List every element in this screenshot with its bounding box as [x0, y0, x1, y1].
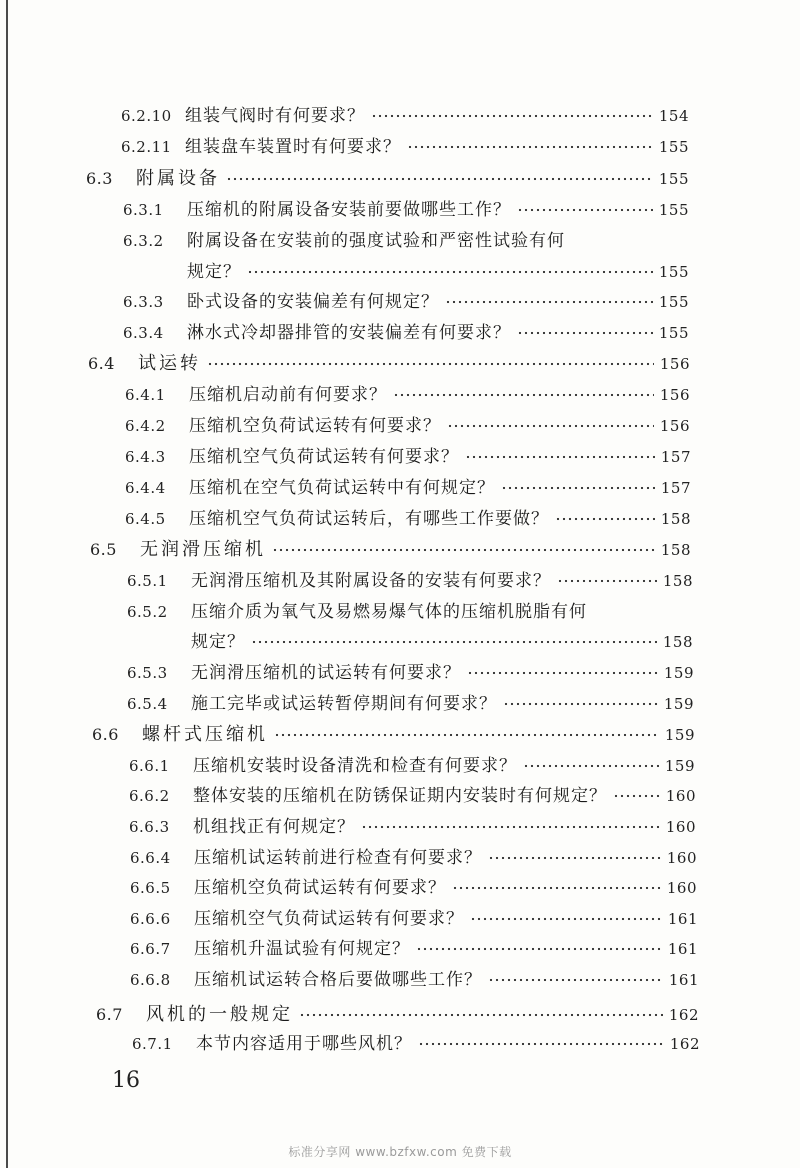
- dot-leader: [207, 362, 654, 366]
- toc-number: 6.3.1: [123, 201, 164, 219]
- dot-leader: [226, 177, 653, 181]
- toc-entry-6-4-2: [125, 415, 690, 437]
- toc-title: 无润滑压缩机及其附属设备的安装有何要求？: [191, 571, 551, 591]
- toc-entry-6-6-4: [130, 847, 697, 869]
- toc-entry-6-5-2-continued: [191, 631, 693, 653]
- toc-number: 6.7: [96, 1005, 123, 1024]
- toc-number: 6.2.10: [121, 107, 172, 125]
- toc-title: 压缩机空气负荷试运转有何要求？: [194, 909, 464, 929]
- dot-leader: [299, 1013, 663, 1017]
- toc-page-number: 155: [658, 138, 689, 156]
- toc-title: 压缩机安装时设备清洗和检查有何要求？: [193, 756, 517, 776]
- dot-leader: [452, 886, 661, 890]
- toc-page-number: 155: [658, 263, 689, 281]
- toc-page-number: 157: [660, 479, 691, 497]
- dot-leader: [274, 733, 659, 737]
- toc-title: 压缩机空气负荷试运转后，有哪些工作要做？: [189, 509, 549, 529]
- toc-page-number: 160: [665, 818, 696, 836]
- dot-leader: [465, 455, 655, 459]
- toc-title: 压缩机空气负荷试运转有何要求？: [189, 447, 459, 467]
- toc-number: 6.6.3: [129, 818, 170, 836]
- dot-leader: [371, 114, 653, 118]
- toc-entry-6-4-3: [125, 446, 691, 468]
- toc-title: 压缩机空负荷试运转有何要求？: [189, 416, 441, 436]
- toc-number: 6.6.5: [130, 879, 171, 897]
- dot-leader: [488, 856, 661, 860]
- toc-title: 压缩机启动前有何要求？: [189, 385, 387, 405]
- toc-number: 6.4.1: [125, 386, 166, 404]
- toc-number: 6.6.6: [130, 910, 171, 928]
- toc-page-number: 155: [658, 324, 689, 342]
- toc-number: 6.4.5: [125, 510, 166, 528]
- dot-leader: [361, 825, 660, 829]
- toc-entry-6-5-3: [127, 662, 694, 684]
- toc-title: 本节内容适用于哪些风机？: [196, 1034, 412, 1054]
- toc-entry-6-2-11: [121, 136, 689, 158]
- dot-leader: [470, 917, 662, 921]
- toc-entry-6-4-1: [125, 384, 690, 406]
- dot-leader: [523, 764, 659, 768]
- toc-number: 6.6.2: [129, 787, 170, 805]
- toc-page-number: 156: [659, 386, 690, 404]
- dot-leader: [447, 424, 654, 428]
- toc-entry-6-4-4: [125, 477, 691, 499]
- toc-title: 施工完毕或试运转暂停期间有何要求？: [191, 694, 497, 714]
- dot-leader: [393, 393, 654, 397]
- toc-title: 组装气阀时有何要求？: [185, 106, 365, 126]
- toc-section-6-6: [92, 724, 695, 746]
- toc-page-number: 159: [663, 664, 694, 682]
- toc-page-number: 158: [662, 633, 693, 651]
- toc-title: 组装盘车装置时有何要求？: [185, 137, 401, 157]
- page-folio-number: 16: [112, 1068, 140, 1093]
- toc-title: 压缩机试运转合格后要做哪些工作？: [194, 970, 482, 990]
- toc-entry-6-6-5: [130, 877, 697, 899]
- toc-number: 6.5: [90, 540, 117, 559]
- toc-page-number: 155: [658, 201, 689, 219]
- toc-page-number: 157: [660, 448, 691, 466]
- watermark-text: 标准分享网 www.bzfxw.com 免费下载: [288, 1145, 512, 1159]
- toc-page-number: 160: [665, 787, 696, 805]
- toc-number: 6.6.7: [130, 940, 171, 958]
- dot-leader: [418, 1042, 664, 1046]
- toc-title: 附属设备: [136, 168, 220, 189]
- toc-title: 压缩机的附属设备安装前要做哪些工作？: [187, 200, 511, 220]
- toc-title: 试运转: [138, 353, 201, 374]
- dot-leader: [467, 671, 658, 675]
- toc-page-number: 158: [660, 541, 691, 559]
- toc-number: 6.5.1: [127, 572, 168, 590]
- toc-number: 6.2.11: [121, 138, 172, 156]
- toc-number: 6.6.8: [130, 971, 171, 989]
- toc-entry-6-5-1: [127, 570, 693, 592]
- toc-entry-6-3-2: [123, 230, 689, 252]
- toc-title: 压缩机在空气负荷试运转中有何规定？: [189, 478, 495, 498]
- dot-leader: [501, 486, 655, 490]
- toc-entry-6-6-1: [129, 755, 695, 777]
- toc-entry-6-3-2-continued: [187, 261, 689, 283]
- toc-title: 附属设备在安装前的强度试验和严密性试验有何: [187, 231, 565, 251]
- toc-number: 6.4.3: [125, 448, 166, 466]
- toc-title: 卧式设备的安装偏差有何规定？: [187, 292, 439, 312]
- toc-entry-6-6-2: [129, 785, 696, 807]
- toc-entry-6-3-1: [123, 199, 689, 221]
- dot-leader: [272, 548, 655, 552]
- toc-title-continued: 规定？: [191, 632, 245, 652]
- dot-leader: [251, 640, 657, 644]
- toc-section-6-7: [96, 1004, 699, 1026]
- toc-title: 整体安装的压缩机在防锈保证期内安装时有何规定？: [193, 786, 607, 806]
- dot-leader: [445, 300, 653, 304]
- dot-leader: [517, 208, 653, 212]
- dot-leader: [517, 331, 653, 335]
- toc-section-6-3: [86, 168, 689, 190]
- toc-entry-6-7-1: [132, 1033, 700, 1055]
- toc-page-number: 161: [667, 910, 698, 928]
- toc-page-number: 161: [668, 971, 699, 989]
- toc-entry-6-5-2: [127, 601, 693, 623]
- toc-page-number: 162: [669, 1035, 700, 1053]
- toc-number: 6.4: [88, 354, 115, 373]
- toc-page-number: 158: [662, 572, 693, 590]
- toc-title: 机组找正有何规定？: [193, 817, 355, 837]
- toc-number: 6.5.3: [127, 664, 168, 682]
- toc-title: 无润滑压缩机的试运转有何要求？: [191, 663, 461, 683]
- dot-leader: [557, 579, 657, 583]
- dot-leader: [503, 702, 658, 706]
- toc-title-continued: 规定？: [187, 262, 241, 282]
- toc-page-number: 159: [663, 695, 694, 713]
- toc-title: 螺杆式压缩机: [142, 724, 268, 745]
- toc-title: 压缩机空负荷试运转有何要求？: [194, 878, 446, 898]
- dot-leader: [613, 794, 660, 798]
- toc-page-number: 161: [667, 940, 698, 958]
- toc-entry-6-2-10: [121, 105, 689, 127]
- toc-number: 6.4.4: [125, 479, 166, 497]
- toc-number: 6.5.4: [127, 695, 168, 713]
- toc-entry-6-3-4: [123, 322, 689, 344]
- toc-number: 6.3.4: [123, 324, 164, 342]
- toc-page-number: 158: [660, 510, 691, 528]
- toc-section-6-5: [90, 539, 691, 561]
- toc-number: 6.6.1: [129, 757, 170, 775]
- toc-page-number: 159: [664, 757, 695, 775]
- toc-page-number: 154: [658, 107, 689, 125]
- toc-title: 压缩机升温试验有何规定？: [194, 939, 410, 959]
- toc-title: 压缩机试运转前进行检查有何要求？: [194, 848, 482, 868]
- toc-section-6-4: [88, 353, 690, 375]
- dot-leader: [416, 947, 662, 951]
- toc-entry-6-5-4: [127, 693, 694, 715]
- toc-number: 6.5.2: [127, 603, 168, 621]
- toc-title: 淋水式冷却器排管的安装偏差有何要求？: [187, 323, 511, 343]
- toc-page-number: 159: [664, 726, 695, 744]
- toc-number: 6.7.1: [132, 1035, 173, 1053]
- toc-number: 6.6.4: [130, 849, 171, 867]
- toc-number: 6.3.3: [123, 293, 164, 311]
- toc-number: 6.3.2: [123, 232, 164, 250]
- toc-page-number: 155: [658, 170, 689, 188]
- toc-title: 无润滑压缩机: [140, 539, 266, 560]
- toc-entry-6-3-3: [123, 291, 689, 313]
- toc-number: 6.6: [92, 725, 119, 744]
- binding-edge: [6, 0, 8, 1168]
- toc-page-number: 160: [666, 879, 697, 897]
- toc-entry-6-6-8: [130, 969, 699, 991]
- toc-entry-6-6-3: [129, 816, 696, 838]
- dot-leader: [407, 145, 653, 149]
- toc-page-number: 156: [659, 355, 690, 373]
- dot-leader: [247, 270, 653, 274]
- toc-entry-6-4-5: [125, 508, 691, 530]
- toc-page-number: 155: [658, 293, 689, 311]
- dot-leader: [488, 978, 663, 982]
- toc-number: 6.3: [86, 169, 113, 188]
- toc-entry-6-6-7: [130, 938, 698, 960]
- dot-leader: [555, 517, 655, 521]
- toc-page-number: 156: [659, 417, 690, 435]
- toc-title: 压缩介质为氧气及易燃易爆气体的压缩机脱脂有何: [191, 602, 587, 622]
- toc-entry-6-6-6: [130, 908, 698, 930]
- toc-page-number: 162: [668, 1006, 699, 1024]
- toc-page-number: 160: [666, 849, 697, 867]
- toc-title: 风机的一般规定: [146, 1004, 293, 1025]
- toc-number: 6.4.2: [125, 417, 166, 435]
